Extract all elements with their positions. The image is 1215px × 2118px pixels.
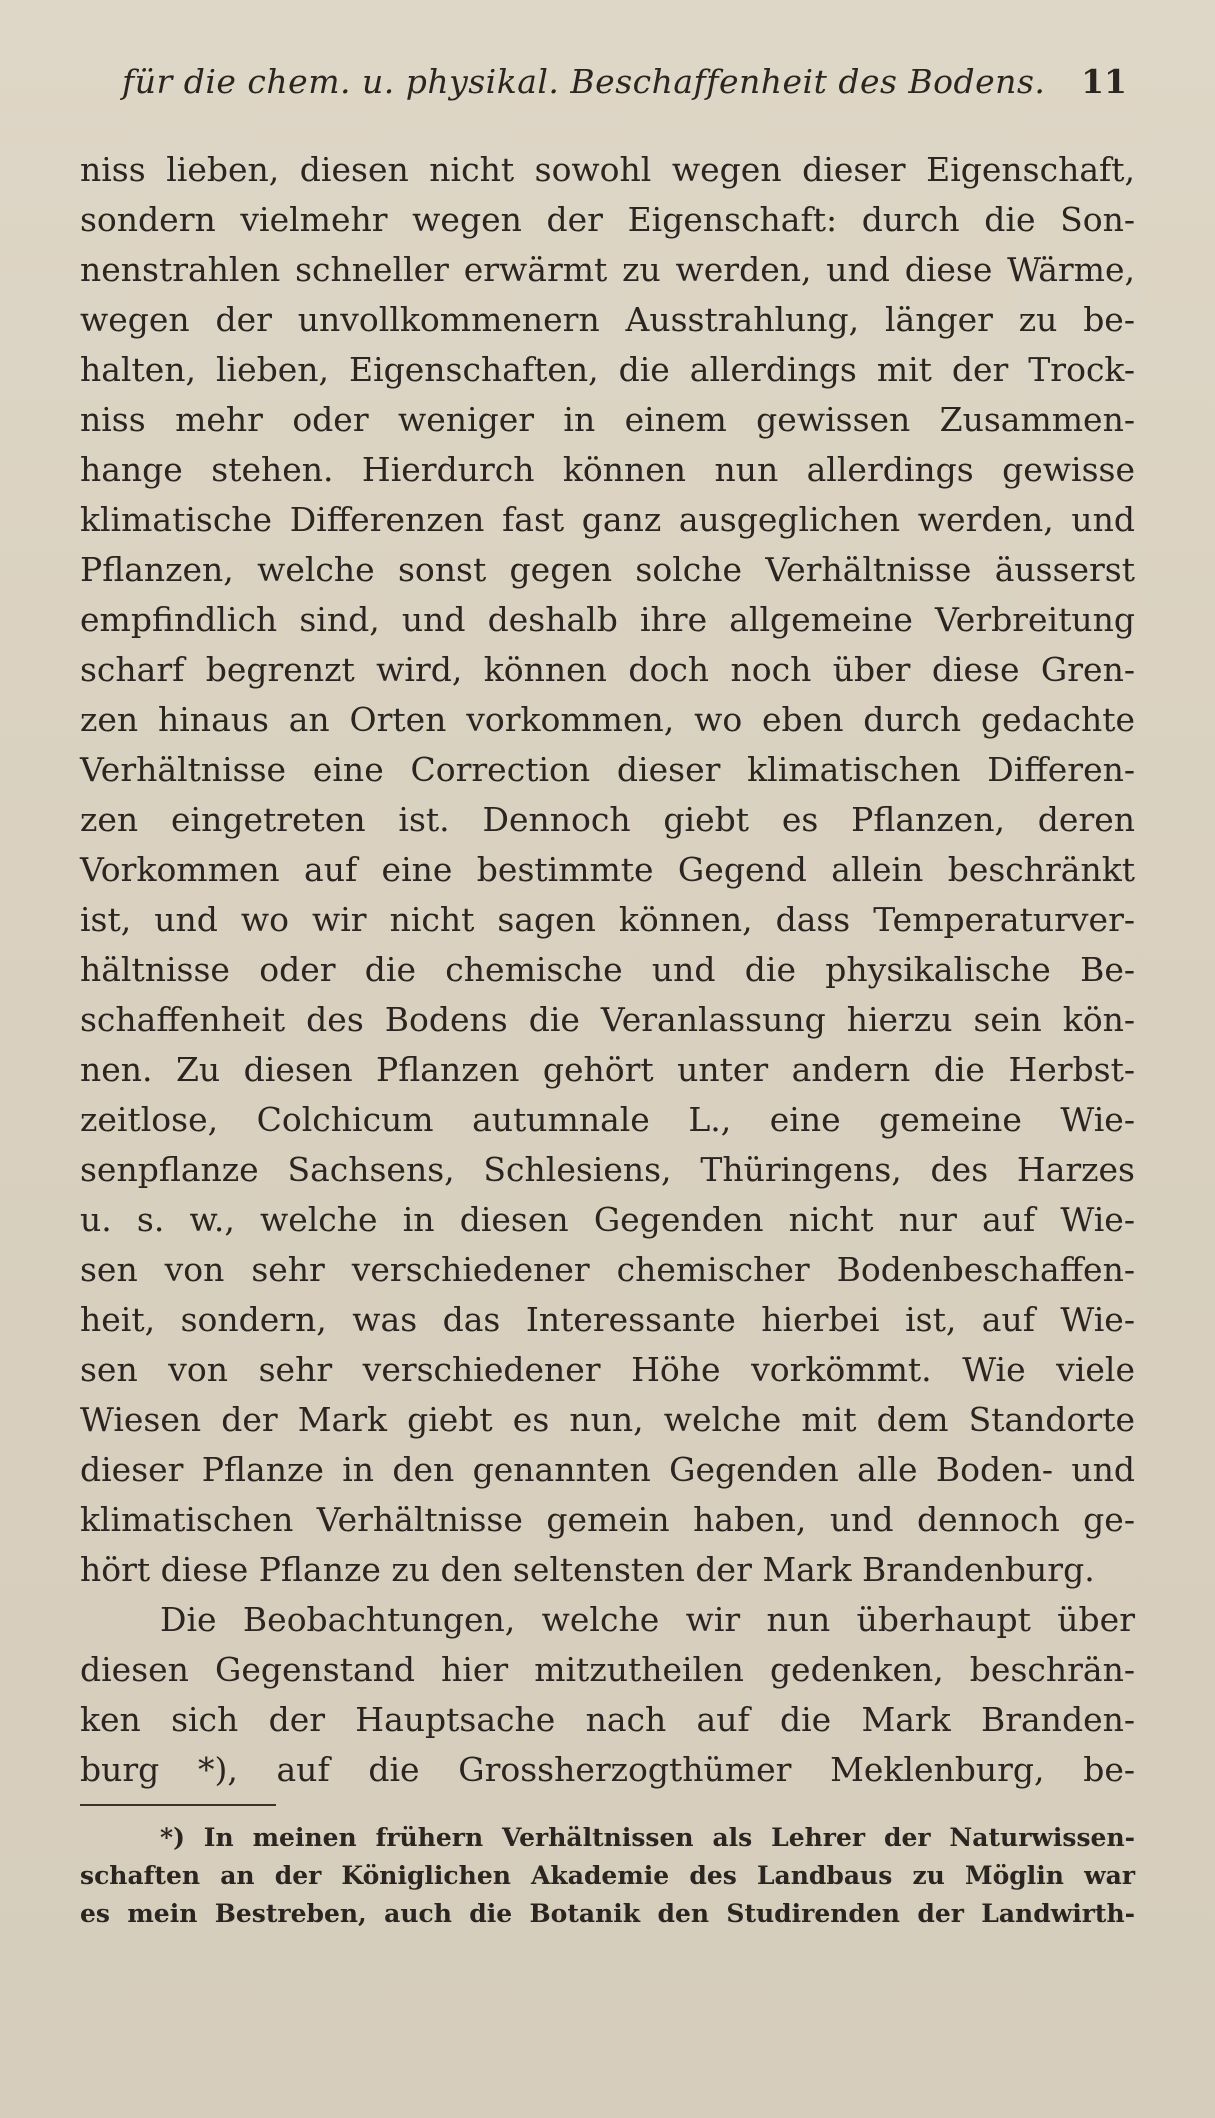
body-line: hältnisse oder die chemische und die physikalische Be- [80,950,1135,989]
body-line: schaffenheit des Bodens die Veranlassung hierzu sein kön- [80,1000,1135,1039]
body-line: burg *), auf die Grossherzogthümer Meklenburg, be- [80,1750,1135,1789]
body-line: u. s. w., welche in diesen Gegenden nicht nur auf Wie- [80,1200,1135,1239]
body-line: klimatische Differenzen fast ganz ausgeglichen werden, und [80,500,1135,539]
body-line: Wiesen der Mark giebt es nun, welche mit dem Standorte [80,1400,1135,1439]
body-text [80,145,1135,1795]
body-line: nenstrahlen schneller erwärmt zu werden, und diese Wärme, [80,250,1135,289]
body-line: Pflanzen, welche sonst gegen solche Verhältnisse äusserst [80,550,1135,589]
body-line: heit, sondern, was das Interessante hierbei ist, auf Wie- [80,1300,1135,1339]
body-line: niss lieben, diesen nicht sowohl wegen dieser Eigenschaft, [80,150,1135,189]
body-line: sen von sehr verschiedener Höhe vorkömmt. Wie viele [80,1350,1135,1389]
body-line: halten, lieben, Eigenschaften, die allerdings mit der Trock- [80,350,1135,389]
body-line: nen. Zu diesen Pflanzen gehört unter andern die Herbst- [80,1050,1135,1089]
body-line: Vorkommen auf eine bestimmte Gegend allein beschränkt [80,850,1135,889]
body-line: dieser Pflanze in den genannten Gegenden alle Boden- und [80,1450,1135,1489]
body-line: sen von sehr verschiedener chemischer Bodenbeschaffen- [80,1250,1135,1289]
body-line: empfindlich sind, und deshalb ihre allgemeine Verbreitung [80,600,1135,639]
footnote-line: schaften an der Königlichen Akademie des Landbaus zu Möglin war [80,1861,1135,1890]
footnote-line: es mein Bestreben, auch die Botanik den Studirenden der Landwirth- [80,1899,1135,1928]
running-header-title: für die chem. u. physikal. Beschaffenheit des Bodens. [122,62,1046,101]
body-line: sondern vielmehr wegen der Eigenschaft: durch die Son- [80,200,1135,239]
body-line: hange stehen. Hierdurch können nun allerdings gewisse [80,450,1135,489]
body-line: zeitlose, Colchicum autumnale L., eine gemeine Wie- [80,1100,1135,1139]
body-line: hört diese Pflanze zu den seltensten der Mark Brandenburg. [80,1550,1095,1589]
body-line: klimatischen Verhältnisse gemein haben, und dennoch ge- [80,1500,1135,1539]
body-line: diesen Gegenstand hier mitzutheilen gedenken, beschrän- [80,1650,1135,1689]
footnote-line: *) In meinen frühern Verhältnissen als Lehrer der Naturwissen- [160,1823,1135,1852]
body-line: niss mehr oder weniger in einem gewissen Zusammen- [80,400,1135,439]
footnote-divider [80,1804,276,1806]
body-line: ken sich der Hauptsache nach auf die Mark Branden- [80,1700,1135,1739]
page-number: 11 [1081,62,1127,101]
body-line: zen eingetreten ist. Dennoch giebt es Pflanzen, deren [80,800,1135,839]
body-line: senpflanze Sachsens, Schlesiens, Thüringens, des Harzes [80,1150,1135,1189]
body-line: Verhältnisse eine Correction dieser klimatischen Differen- [80,750,1135,789]
footnote [80,1819,1135,1933]
body-line: wegen der unvollkommenern Ausstrahlung, länger zu be- [80,300,1135,339]
running-header [80,62,1135,108]
body-line: scharf begrenzt wird, können doch noch über diese Gren- [80,650,1135,689]
body-line: zen hinaus an Orten vorkommen, wo eben durch gedachte [80,700,1135,739]
body-line: ist, und wo wir nicht sagen können, dass Temperaturver- [80,900,1135,939]
body-line: Die Beobachtungen, welche wir nun überhaupt über [160,1600,1135,1639]
